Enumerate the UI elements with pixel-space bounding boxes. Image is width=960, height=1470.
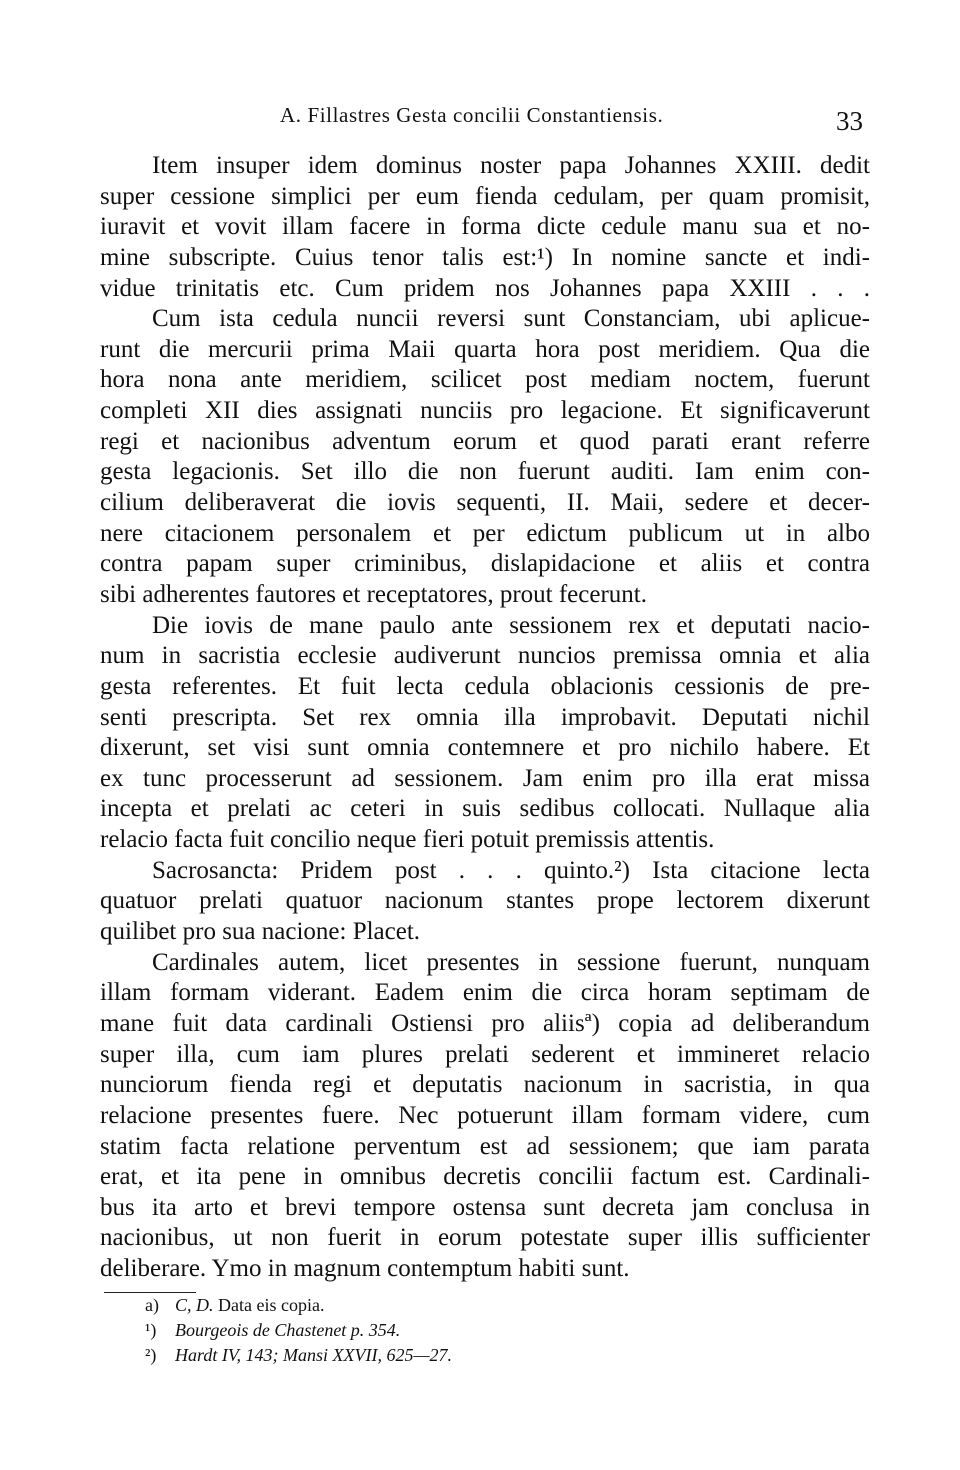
- footnote-1: [145, 1318, 705, 1343]
- footnotes: [145, 1293, 705, 1368]
- text-line: runt die mercurii prima Maii quarta hora post meridiem. Qua die: [100, 335, 870, 363]
- text-line: regi et nacionibus adventum eorum et quod parati erant referre: [100, 427, 870, 455]
- text-line: contra papam super criminibus, dislapidacione et aliis et contra: [100, 550, 870, 578]
- text-line: sibi adherentes fautores et receptatores, prout fecerunt.: [100, 580, 647, 608]
- text-line: iuravit et vovit illam facere in forma dicte cedule manu sua et no-: [100, 213, 870, 241]
- page-number: 33: [836, 106, 863, 136]
- text-line: quatuor prelati quatuor nacionum stantes prope lectorem dixerunt: [100, 887, 870, 915]
- text-line: ex tunc processerunt ad sessionem. Jam enim pro illa erat missa: [100, 764, 870, 792]
- footnote-mark: a): [145, 1295, 159, 1315]
- text-line: super illa, cum iam plures prelati sederent et immineret relacio: [100, 1040, 870, 1068]
- text-line: bus ita arto et brevi tempore ostensa sunt decreta jam conclusa in: [100, 1193, 870, 1221]
- footnote-a: [145, 1293, 705, 1318]
- text-line: completi XII dies assignati nunciis pro legacione. Et significaverunt: [100, 397, 870, 425]
- footnote-reference: C, D.: [175, 1295, 214, 1315]
- text-line: mane fuit data cardinali Ostiensi pro aliisª) copia ad deliberandum: [100, 1009, 870, 1037]
- text-line: quilibet pro sua nacione: Placet.: [100, 918, 421, 946]
- text-line: super cessione simplici per eum fienda cedulam, per quam promisit,: [100, 182, 870, 210]
- text-line: nere citacionem personalem et per edictum publicum ut in albo: [100, 519, 870, 547]
- footnote-2: [145, 1343, 705, 1368]
- text-line: illam formam viderant. Eadem enim die circa horam septimam de: [100, 979, 870, 1007]
- text-line: gesta legacionis. Set illo die non fuerunt auditi. Iam enim con-: [100, 458, 870, 486]
- body-text: [100, 151, 870, 1285]
- text-line: deliberare. Ymo in magnum contemptum habiti sunt.: [100, 1255, 630, 1283]
- text-line: nacionibus, ut non fuerit in eorum potestate super illis sufficienter: [100, 1224, 870, 1252]
- footnote-text: Data eis copia.: [213, 1295, 325, 1315]
- text-line: Cum ista cedula nuncii reversi sunt Constanciam, ubi aplicue-: [152, 305, 870, 333]
- text-line: gesta referentes. Et fuit lecta cedula oblacionis cessionis de pre-: [100, 672, 870, 700]
- footnote-mark: ²): [145, 1345, 157, 1365]
- text-line: cilium deliberaverat die iovis sequenti, II. Maii, sedere et decer-: [100, 489, 870, 517]
- text-line: erat, et ita pene in omnibus decretis concilii factum est. Cardinali-: [100, 1163, 870, 1191]
- text-line: mine subscripte. Cuius tenor talis est:¹) In nomine sancte et indi-: [100, 243, 870, 271]
- text-line: Cardinales autem, licet presentes in sessione fuerunt, nunquam: [152, 948, 870, 976]
- running-title: A. Fillastres Gesta concilii Constantiensis.: [280, 103, 664, 127]
- text-line: nunciorum fienda regi et deputatis nacionum in sacristia, in qua: [100, 1071, 870, 1099]
- text-line: relacio facta fuit concilio neque fieri potuit premissis attentis.: [100, 826, 715, 854]
- text-line: hora nona ante meridiem, scilicet post mediam noctem, fuerunt: [100, 366, 870, 394]
- text-line: statim facta relatione perventum est ad sessionem; que iam parata: [100, 1132, 870, 1160]
- text-line: Sacrosancta: Pridem post . . . quinto.²) Ista citacione lecta: [152, 856, 870, 884]
- text-line: Item insuper idem dominus noster papa Johannes XXIII. dedit: [152, 152, 870, 179]
- text-line: dixerunt, set visi sunt omnia contemnere et pro nichilo habere. Et: [100, 734, 870, 762]
- footnote-mark: ¹): [145, 1320, 157, 1340]
- text-line: relacione presentes fuere. Nec potuerunt illam formam videre, cum: [100, 1101, 870, 1129]
- text-line: incepta et prelati ac ceteri in suis sedibus collocati. Nullaque alia: [100, 795, 870, 823]
- text-line: senti prescripta. Set rex omnia illa improbavit. Deputati nichil: [100, 703, 870, 731]
- text-line: num in sacristia ecclesie audiverunt nuncios premissa omnia et alia: [100, 642, 870, 670]
- footnote-reference: Hardt IV, 143; Mansi XXVII, 625—27.: [175, 1345, 452, 1365]
- text-line: Die iovis de mane paulo ante sessionem rex et deputati nacio-: [152, 611, 870, 639]
- footnote-reference: Bourgeois de Chastenet p. 354.: [175, 1320, 401, 1340]
- text-line: vidue trinitatis etc. Cum pridem nos Johannes papa XXIII . . .: [100, 274, 870, 302]
